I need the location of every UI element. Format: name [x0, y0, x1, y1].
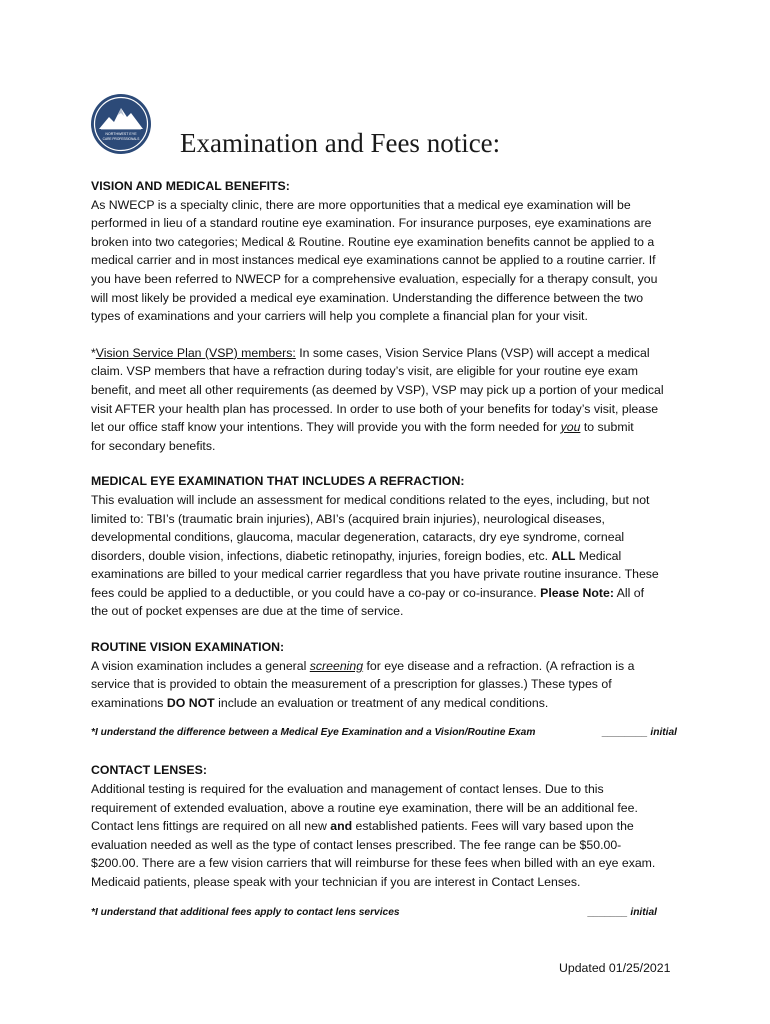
logo-text-bottom: CARE PROFESSIONALS — [102, 137, 140, 141]
acknowledgement-text: *I understand that additional fees apply to contact lens services — [91, 906, 400, 918]
paragraph-line: $200.00. There are a few vision carriers that will reimburse for these fees when billed with an eye exam. — [91, 856, 656, 871]
routine-line-1-post: for eye disease and a refraction. (A refraction is a — [363, 658, 635, 673]
paragraph-line: examinations are billed to your medical carrier regardless that you have private routine insurance. These — [91, 567, 659, 582]
paragraph-line: This evaluation will include an assessment for medical conditions related to the eyes, including, but not — [91, 492, 650, 507]
section-heading-medical-refraction: MEDICAL EYE EXAMINATION THAT INCLUDES A REFRACTION: — [91, 474, 465, 489]
acknowledgement-text: *I understand the difference between a Medical Eye Examination and a Vision/Routine Exam — [91, 727, 536, 739]
contact-line-3-post: established patients. Fees will vary based upon the — [352, 819, 634, 834]
document-body — [91, 177, 691, 920]
paragraph-line: the out of pocket expenses are due at the time of service. — [91, 604, 404, 619]
paragraph-line: broken into two categories; Medical & Routine. Routine eye examination benefits cannot be applied to a — [91, 234, 655, 249]
routine-line-1-emphasis: screening — [309, 658, 364, 673]
routine-line-1-pre: A vision examination includes a general — [91, 658, 310, 673]
paragraph-line: visit AFTER your health plan has processed. In order to use both of your benefits for today’s visit, please — [91, 401, 659, 416]
paragraph-line: requirement of extended evaluation, above a routine eye examination, there will be an additional fee. — [91, 800, 638, 815]
vsp-line-5 — [91, 418, 691, 437]
routine-line-3-pre: examinations — [91, 695, 167, 710]
vsp-line-1 — [91, 344, 691, 363]
routine-line-1 — [91, 657, 691, 676]
contact-line-3-pre: Contact lens fittings are required on all new — [91, 819, 331, 834]
section-heading-routine-vision: ROUTINE VISION EXAMINATION: — [91, 640, 285, 655]
vsp-line-5-pre: let our office staff know your intentions. They will provide you with the form needed for — [91, 420, 561, 435]
updated-date: Updated 01/25/2021 — [559, 961, 671, 975]
medical-line-4-pre: disorders, double vision, infections, diabetic retinopathy, injuries, foreign bodies, etc. — [91, 548, 552, 563]
initial-field[interactable]: ________ initial — [602, 727, 677, 739]
vsp-label: Vision Service Plan (VSP) members: — [95, 345, 296, 360]
paragraph-line: service that is provided to obtain the measurement of a prescription for glasses.) These types of — [91, 677, 612, 692]
paragraph-line: evaluation needed as well as the type of contact lenses prescribed. The fee range can be $50.00- — [91, 837, 622, 852]
medical-line-6-bold: Please Note: — [540, 585, 614, 600]
paragraph-line: limited to: TBI’s (traumatic brain injuries), ABI’s (acquired brain injuries), neurological diseases, — [91, 511, 605, 526]
clinic-logo — [90, 93, 152, 155]
routine-line-3 — [91, 694, 691, 713]
vsp-line-5-emphasis: you — [560, 420, 581, 435]
acknowledgement-contact-fees — [91, 906, 691, 920]
paragraph-line: Additional testing is required for the evaluation and management of contact lenses. Due to this — [91, 782, 604, 797]
paragraph-line: types of examinations and your carriers will help you complete a financial plan for your visit. — [91, 309, 588, 324]
logo-text-top: NORTHWEST EYE — [105, 132, 137, 136]
medical-line-4-post: Medical — [575, 548, 622, 563]
medical-line-4-bold: ALL — [551, 548, 576, 563]
routine-line-3-post: include an evaluation or treatment of any medical conditions. — [214, 695, 549, 710]
contact-line-3 — [91, 817, 691, 836]
paragraph-line: you have been referred to NWECP for a comprehensive evaluation, especially for a therapy consult, you — [91, 271, 658, 286]
paragraph-line: developmental conditions, glaucoma, macular degeneration, cataracts, dry eye syndrome, corneal — [91, 530, 625, 545]
vsp-line-1-rest: In some cases, Vision Service Plans (VSP) will accept a medical — [295, 345, 650, 360]
paragraph-line: Medicaid patients, please speak with your technician if you are interest in Contact Lenses. — [91, 875, 581, 889]
vsp-line-5-post: to submit — [580, 420, 634, 435]
paragraph-line: benefit, and meet all other requirements (as deemed by VSP), VSP may pick up a portion of your medical — [91, 382, 664, 397]
paragraph-line: will most likely be provided a medical eye examination. Understanding the difference between the two — [91, 290, 644, 305]
paragraph-line: medical carrier and in most instances medical eye examinations cannot be applied to a routine carrier. If — [91, 253, 656, 268]
medical-line-6-post: All of — [613, 585, 645, 600]
initial-field[interactable]: _______ initial — [587, 906, 657, 918]
vsp-asterisk: * — [91, 345, 96, 360]
acknowledgement-exam-difference — [91, 726, 691, 740]
medical-line-6-pre: fees could be applied to a deductible, or you could have a co-pay or co-insurance. — [91, 585, 541, 600]
medical-line-6 — [91, 584, 691, 603]
paragraph-line: As NWECP is a specialty clinic, there are more opportunities that a medical eye examination will be — [91, 197, 631, 212]
paragraph-line: for secondary benefits. — [91, 438, 216, 453]
routine-line-3-bold: DO NOT — [166, 695, 215, 710]
paragraph-line: performed in lieu of a standard routine eye examination. For insurance purposes, eye examinations are — [91, 216, 652, 231]
document-title: Examination and Fees notice: — [180, 128, 501, 158]
paragraph-line: claim. VSP members that have a refraction during today’s visit, are eligible for your routine eye exam — [91, 364, 639, 379]
medical-line-4 — [91, 547, 691, 566]
section-heading-vision-medical: VISION AND MEDICAL BENEFITS: — [91, 179, 290, 193]
contact-line-3-bold: and — [330, 819, 353, 834]
section-heading-contact-lenses: CONTACT LENSES: — [91, 763, 207, 778]
